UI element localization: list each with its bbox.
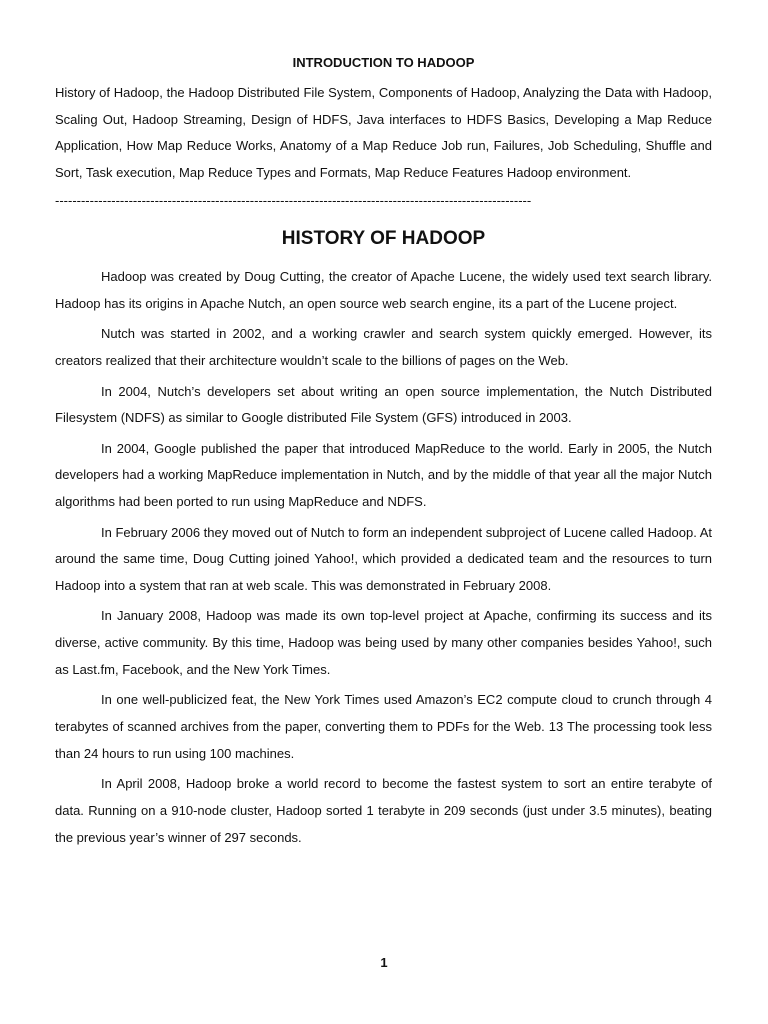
paragraph: Hadoop was created by Doug Cutting, the creator of Apache Lucene, the widely used text search library. Hadoop has its origins in Apache Nutch, an open source web search engine, its a part of the Lucene project. <box>55 269 712 312</box>
divider-line: -------------------------------------------------------------------------------------------------------------- <box>55 193 532 209</box>
paragraph: In February 2006 they moved out of Nutch to form an independent subproject of Lucene called Hadoop. At around the same time, Doug Cutting joined Yahoo!, which provided a dedicated team and the resources to turn Hadoop into a system that ran at web scale. This was demonstrated in February 2008. <box>55 524 712 594</box>
page-number: 1 <box>380 955 388 970</box>
paragraph: In January 2008, Hadoop was made its own top-level project at Apache, confirming its success and its diverse, active community. By this time, Hadoop was being used by many other companies besides Yahoo!, such as Last.fm, Facebook, and the New York Times. <box>55 608 712 678</box>
paragraph: Nutch was started in 2002, and a working crawler and search system quickly emerged. However, its creators realized that their architecture wouldn’t scale to the billions of pages on the Web. <box>55 326 712 369</box>
intro-summary: History of Hadoop, the Hadoop Distributed File System, Components of Hadoop, Analyzing the Data with Hadoop, Scaling Out, Hadoop Streaming, Design of HDFS, Java interfaces to HDFS Basics, Developing a Map Reduce Application, How Map Reduce Works, Anatomy of a Map Reduce Job run, Failures, Job Scheduling, Shuffle and Sort, Task execution, Map Reduce Types and Formats, Map Reduce Features Hadoop environment. <box>55 85 712 180</box>
section-heading: HISTORY OF HADOOP <box>281 228 486 250</box>
paragraph: In 2004, Nutch’s developers set about writing an open source implementation, the Nutch Distributed Filesystem (NDFS) as similar to Google distributed File System (GFS) introduced in 2003. <box>55 383 712 426</box>
paragraph: In one well-publicized feat, the New York Times used Amazon’s EC2 compute cloud to crunch through 4 terabytes of scanned archives from the paper, converting them to PDFs for the Web. 13 The processing took less than 24 hours to run using 100 machines. <box>55 692 712 761</box>
paragraph: In April 2008, Hadoop broke a world record to become the fastest system to sort an entire terabyte of data. Running on a 910-node cluster, Hadoop sorted 1 terabyte in 209 seconds (just under 3.5 minutes), beating the previous year’s winner of 297 seconds. <box>55 776 712 845</box>
paragraph: In 2004, Google published the paper that introduced MapReduce to the world. Early in 2005, the Nutch developers had a working MapReduce implementation in Nutch, and by the middle of that year all the major Nutch algorithms had been ported to run using MapReduce and NDFS. <box>55 440 712 510</box>
document-title: INTRODUCTION TO HADOOP <box>292 55 475 70</box>
